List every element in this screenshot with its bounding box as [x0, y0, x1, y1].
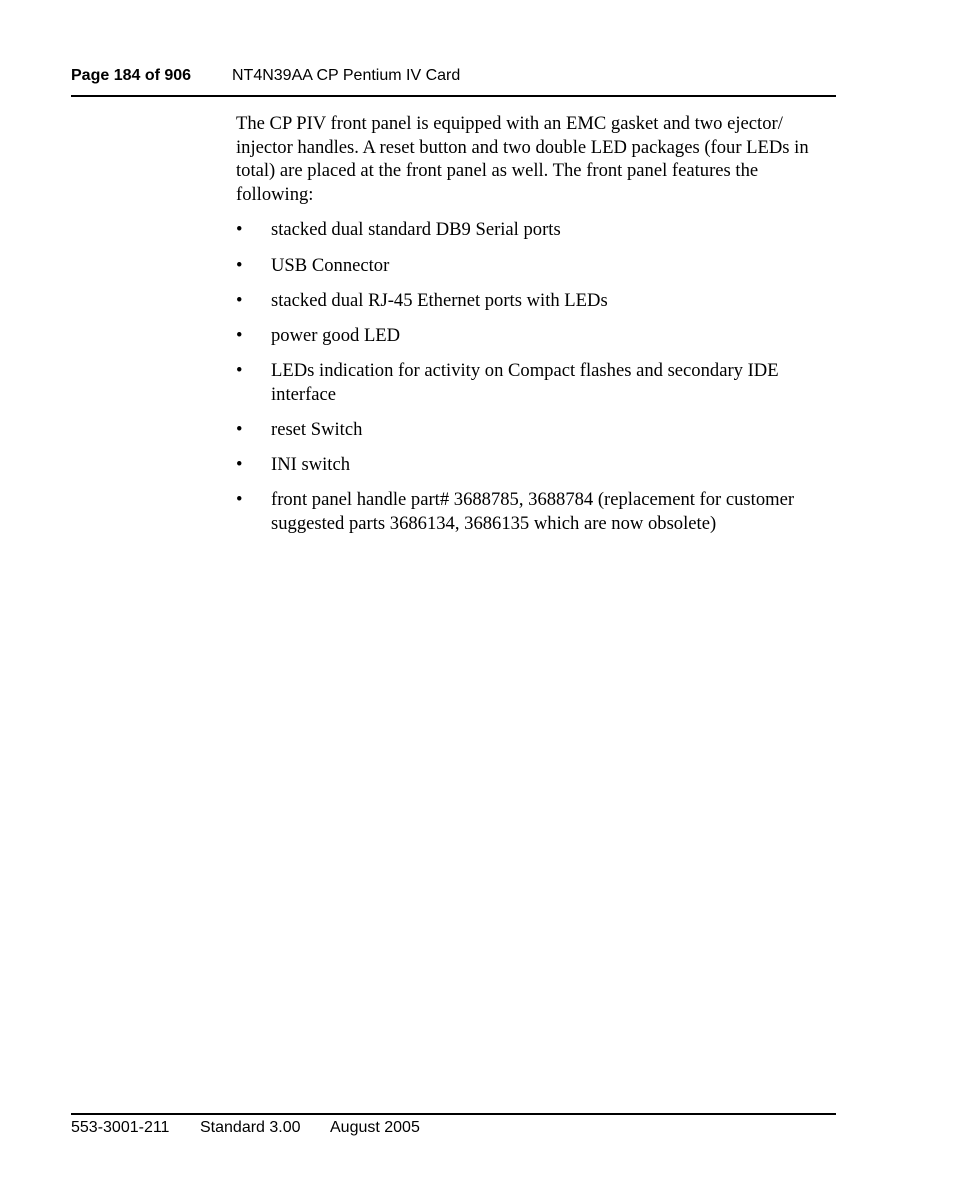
- bullet-icon: •: [236, 360, 243, 382]
- standard-version: Standard 3.00: [200, 1119, 301, 1136]
- document-number: 553-3001-211: [71, 1119, 170, 1136]
- intro-paragraph: The CP PIV front panel is equipped with an EMC gasket and two ejector/ injector handles. A reset button and two double LED packages (four LEDs in total) are placed at the front panel as well. The front panel features the following:: [236, 113, 809, 205]
- main-content: [236, 112, 838, 547]
- footer-rule: [71, 1113, 836, 1115]
- list-item: [236, 218, 838, 242]
- page-number: Page 184 of 906: [71, 67, 192, 84]
- page-header: [71, 66, 461, 86]
- bullet-icon: •: [236, 324, 243, 346]
- publication-date: August 2005: [330, 1119, 420, 1136]
- list-item-text: INI switch: [271, 454, 351, 476]
- list-item-text: USB Connector: [271, 254, 390, 276]
- bullet-icon: •: [236, 289, 243, 311]
- bullet-icon: •: [236, 219, 243, 241]
- header-rule: [71, 95, 836, 97]
- list-item: [236, 488, 838, 535]
- list-item-text: stacked dual standard DB9 Serial ports: [271, 219, 561, 241]
- list-item: [236, 324, 838, 348]
- list-item-text: power good LED: [271, 324, 401, 346]
- list-item-text: front panel handle part# 3688785, 3688784 (replacement for customer suggested parts 3686134, 3686135 which are now obsolete): [271, 489, 795, 534]
- list-item-text: LEDs indication for activity on Compact flashes and secondary IDE interface: [271, 360, 779, 405]
- list-item: [236, 289, 838, 313]
- feature-list: [236, 218, 838, 535]
- bullet-icon: •: [236, 454, 243, 476]
- list-item: [236, 254, 838, 278]
- list-item: [236, 453, 838, 477]
- bullet-icon: •: [236, 418, 243, 440]
- bullet-icon: •: [236, 489, 243, 511]
- list-item: [236, 359, 838, 406]
- list-item: [236, 418, 838, 442]
- list-item-text: reset Switch: [271, 418, 363, 440]
- bullet-icon: •: [236, 254, 243, 276]
- list-item-text: stacked dual RJ-45 Ethernet ports with LEDs: [271, 289, 608, 311]
- document-title: NT4N39AA CP Pentium IV Card: [232, 67, 461, 84]
